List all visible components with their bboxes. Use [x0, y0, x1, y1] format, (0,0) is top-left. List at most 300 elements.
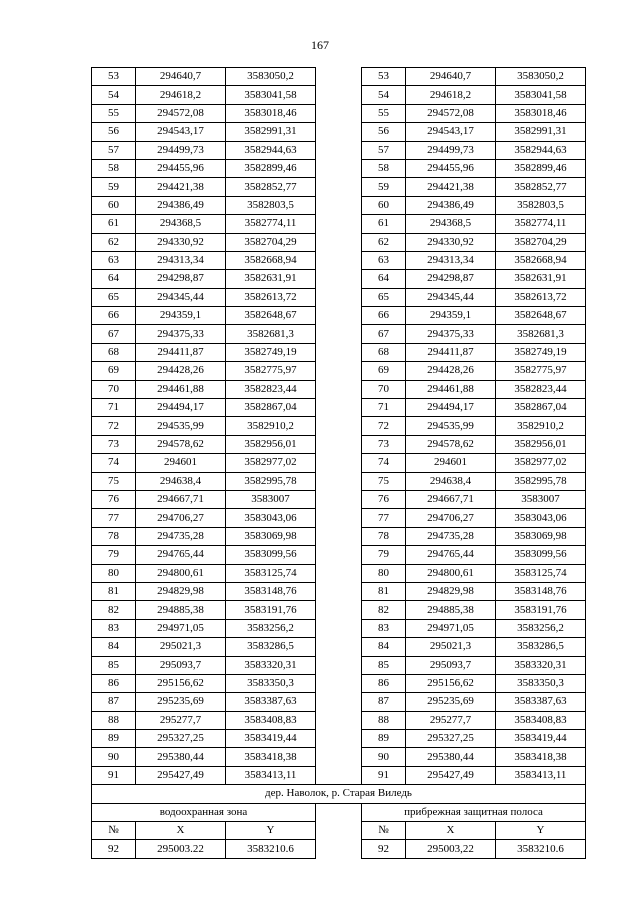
left-row-y: 3582944,63 — [226, 141, 316, 159]
left-row-y: 3583387,63 — [226, 693, 316, 711]
right-row-y: 3583419,44 — [496, 730, 586, 748]
left-row-x: 294499,73 — [136, 141, 226, 159]
gap-cell — [316, 86, 362, 104]
table-row — [92, 343, 586, 361]
table-row — [92, 215, 586, 233]
right-col-x-header: X — [406, 822, 496, 840]
right-row-x: 294455,96 — [406, 159, 496, 177]
right-col-y-header: Y — [496, 822, 586, 840]
left-row-y: 3582803,5 — [226, 196, 316, 214]
right-row-x: 294313,34 — [406, 251, 496, 269]
left-row-y: 3583418,38 — [226, 748, 316, 766]
right-row-num: 55 — [362, 104, 406, 122]
right-row-y: 3583041,58 — [496, 86, 586, 104]
right-row-y: 3582852,77 — [496, 178, 586, 196]
left-row-x: 294572,08 — [136, 104, 226, 122]
right-row-num: 91 — [362, 766, 406, 784]
gap-cell — [316, 68, 362, 86]
gap-cell — [316, 730, 362, 748]
left-row-num: 55 — [92, 104, 136, 122]
right-row-x: 295327,25 — [406, 730, 496, 748]
left-row-y: 3582852,77 — [226, 178, 316, 196]
right-row-y: 3583191,76 — [496, 601, 586, 619]
gap-cell — [316, 472, 362, 490]
left-row-x: 294330,92 — [136, 233, 226, 251]
right-row-y: 3582991,31 — [496, 123, 586, 141]
table-row — [92, 435, 586, 453]
table-row — [92, 509, 586, 527]
right-row-num: 72 — [362, 417, 406, 435]
gap-cell — [316, 325, 362, 343]
gap-cell — [316, 215, 362, 233]
right-row-x: 294330,92 — [406, 233, 496, 251]
table-row — [92, 546, 586, 564]
left-row-num: 89 — [92, 730, 136, 748]
right-row-x: 295093,7 — [406, 656, 496, 674]
right-row-x: 294359,1 — [406, 307, 496, 325]
left-row-x: 294800,61 — [136, 564, 226, 582]
gap-cell — [316, 619, 362, 637]
left-row-x: 294618,2 — [136, 86, 226, 104]
gap-cell — [316, 638, 362, 656]
left-row-x: 294386,49 — [136, 196, 226, 214]
gap-cell — [316, 307, 362, 325]
left-row-y: 3583191,76 — [226, 601, 316, 619]
left-row-x: 294494,17 — [136, 399, 226, 417]
left-row-y: 3582613,72 — [226, 288, 316, 306]
left-row-num: 88 — [92, 711, 136, 729]
right-row-x: 294428,26 — [406, 362, 496, 380]
left-row-x: 294601 — [136, 454, 226, 472]
table-row — [92, 307, 586, 325]
right-row-y: 3582704,29 — [496, 233, 586, 251]
left-row-x: 294428,26 — [136, 362, 226, 380]
table-row — [92, 196, 586, 214]
left-row-x: 294735,28 — [136, 527, 226, 545]
right-row-x: 294765,44 — [406, 546, 496, 564]
right-row-num: 84 — [362, 638, 406, 656]
right-row-x: 294667,71 — [406, 490, 496, 508]
right-row-y: 3583408,83 — [496, 711, 586, 729]
left-row-x: 295021,3 — [136, 638, 226, 656]
right-row-y: 3582823,44 — [496, 380, 586, 398]
table-row — [92, 178, 586, 196]
left-row-num: 91 — [92, 766, 136, 784]
right-row-num: 60 — [362, 196, 406, 214]
right-row-y: 3583125,74 — [496, 564, 586, 582]
left-row-num: 80 — [92, 564, 136, 582]
gap-cell — [316, 380, 362, 398]
right-row-x: 295380,44 — [406, 748, 496, 766]
table-row — [92, 619, 586, 637]
left-row-y: 3582668,94 — [226, 251, 316, 269]
left-row-y: 3583125,74 — [226, 564, 316, 582]
right-row-x: 295235,69 — [406, 693, 496, 711]
left-row-x: 294375,33 — [136, 325, 226, 343]
right-row-num: 89 — [362, 730, 406, 748]
right-row-num: 63 — [362, 251, 406, 269]
left-row-y: 3582956,01 — [226, 435, 316, 453]
gap-cell — [316, 196, 362, 214]
right-row-num: 90 — [362, 748, 406, 766]
left-row-num: 58 — [92, 159, 136, 177]
right-row-x: 294829,98 — [406, 582, 496, 600]
table-row — [92, 288, 586, 306]
right-row-x: 294618,2 — [406, 86, 496, 104]
left-row-x: 295427,49 — [136, 766, 226, 784]
left-row-num: 68 — [92, 343, 136, 361]
left-row-num: 66 — [92, 307, 136, 325]
right-row-num: 86 — [362, 674, 406, 692]
gap-cell — [316, 490, 362, 508]
right-row-x: 294421,38 — [406, 178, 496, 196]
right-row-y: 3583018,46 — [496, 104, 586, 122]
gap-cell — [316, 251, 362, 269]
left-row-y: 3582823,44 — [226, 380, 316, 398]
gap-cell — [316, 362, 362, 380]
left-row-y: 3582867,04 — [226, 399, 316, 417]
section-title: дер. Наволок, р. Старая Виледь — [92, 785, 586, 803]
gap-cell — [316, 270, 362, 288]
right-row-x: 294543,17 — [406, 123, 496, 141]
right-row-x: 295277,7 — [406, 711, 496, 729]
right-row-y: 3582956,01 — [496, 435, 586, 453]
table-row — [92, 454, 586, 472]
right-row-num: 58 — [362, 159, 406, 177]
left-row-y: 3582995,78 — [226, 472, 316, 490]
right-row-num: 80 — [362, 564, 406, 582]
left-row-x: 294461,88 — [136, 380, 226, 398]
left-row-y: 3582631,91 — [226, 270, 316, 288]
left-row-num: 87 — [92, 693, 136, 711]
left-col-y-header: Y — [226, 822, 316, 840]
gap-cell — [316, 141, 362, 159]
table-row — [92, 656, 586, 674]
gap-cell — [316, 766, 362, 784]
left-row-x: 294298,87 — [136, 270, 226, 288]
table-row — [92, 601, 586, 619]
gap-cell — [316, 178, 362, 196]
section-block — [92, 785, 586, 859]
left-row-num: 63 — [92, 251, 136, 269]
right-row-y: 3582977,02 — [496, 454, 586, 472]
left-row-x: 294638,4 — [136, 472, 226, 490]
right-row-num: 56 — [362, 123, 406, 141]
right-col-num-header: № — [362, 822, 406, 840]
right-row-num: 66 — [362, 307, 406, 325]
left-row-x: 294885,38 — [136, 601, 226, 619]
left-row-x: 294640,7 — [136, 68, 226, 86]
right-row-num: 73 — [362, 435, 406, 453]
left-row-x: 294359,1 — [136, 307, 226, 325]
right-row-x: 294572,08 — [406, 104, 496, 122]
left-row-y: 3583286,5 — [226, 638, 316, 656]
left-row-y: 3582977,02 — [226, 454, 316, 472]
gap-cell — [316, 656, 362, 674]
right-row-num: 64 — [362, 270, 406, 288]
left-row-num: 75 — [92, 472, 136, 490]
gap-cell — [316, 564, 362, 582]
right-row-x: 294971,05 — [406, 619, 496, 637]
right-row-y: 3582775,97 — [496, 362, 586, 380]
right-row-num: 54 — [362, 86, 406, 104]
right-row-y: 3582648,67 — [496, 307, 586, 325]
left-row-x: 295003.22 — [136, 840, 226, 858]
left-row-y: 3583007 — [226, 490, 316, 508]
left-row-num: 62 — [92, 233, 136, 251]
left-row-y: 3582910,2 — [226, 417, 316, 435]
left-row-num: 86 — [92, 674, 136, 692]
right-row-num: 62 — [362, 233, 406, 251]
table-row — [92, 674, 586, 692]
left-row-y: 3583413,11 — [226, 766, 316, 784]
left-row-x: 294578,62 — [136, 435, 226, 453]
right-row-x: 295156,62 — [406, 674, 496, 692]
left-row-num: 74 — [92, 454, 136, 472]
left-row-x: 294368,5 — [136, 215, 226, 233]
right-row-y: 3583099,56 — [496, 546, 586, 564]
gap-cell — [316, 435, 362, 453]
right-row-x: 294885,38 — [406, 601, 496, 619]
table-row — [92, 527, 586, 545]
right-row-num: 57 — [362, 141, 406, 159]
left-row-num: 85 — [92, 656, 136, 674]
left-col-x-header: X — [136, 822, 226, 840]
left-row-num: 77 — [92, 509, 136, 527]
left-row-x: 295380,44 — [136, 748, 226, 766]
table-row — [92, 399, 586, 417]
gap-cell — [316, 399, 362, 417]
left-row-num: 54 — [92, 86, 136, 104]
gap-cell — [316, 233, 362, 251]
right-row-num: 75 — [362, 472, 406, 490]
right-row-y: 3583210.6 — [496, 840, 586, 858]
table-row — [92, 68, 586, 86]
gap-cell — [316, 711, 362, 729]
left-row-x: 294455,96 — [136, 159, 226, 177]
right-row-y: 3583050,2 — [496, 68, 586, 86]
left-row-x: 294543,17 — [136, 123, 226, 141]
right-row-y: 3583350,3 — [496, 674, 586, 692]
left-row-y: 3583256,2 — [226, 619, 316, 637]
right-row-x: 295427,49 — [406, 766, 496, 784]
right-row-y: 3582749,19 — [496, 343, 586, 361]
left-row-y: 3582749,19 — [226, 343, 316, 361]
right-row-num: 71 — [362, 399, 406, 417]
right-row-x: 294800,61 — [406, 564, 496, 582]
right-row-x: 294638,4 — [406, 472, 496, 490]
right-row-y: 3583418,38 — [496, 748, 586, 766]
left-row-y: 3583408,83 — [226, 711, 316, 729]
left-row-x: 295327,25 — [136, 730, 226, 748]
right-row-y: 3583043,06 — [496, 509, 586, 527]
right-row-num: 70 — [362, 380, 406, 398]
left-row-num: 72 — [92, 417, 136, 435]
right-row-y: 3582867,04 — [496, 399, 586, 417]
left-row-x: 295235,69 — [136, 693, 226, 711]
right-row-num: 69 — [362, 362, 406, 380]
right-row-y: 3583148,76 — [496, 582, 586, 600]
left-row-y: 3583210.6 — [226, 840, 316, 858]
right-row-y: 3583286,5 — [496, 638, 586, 656]
left-row-y: 3582899,46 — [226, 159, 316, 177]
left-row-num: 90 — [92, 748, 136, 766]
gap-cell — [316, 123, 362, 141]
right-row-num: 59 — [362, 178, 406, 196]
left-row-num: 82 — [92, 601, 136, 619]
left-row-y: 3583050,2 — [226, 68, 316, 86]
left-row-num: 70 — [92, 380, 136, 398]
table-row — [92, 472, 586, 490]
table-row — [92, 582, 586, 600]
right-row-num: 81 — [362, 582, 406, 600]
left-row-num: 81 — [92, 582, 136, 600]
gap-cell — [316, 803, 362, 821]
left-row-y: 3582648,67 — [226, 307, 316, 325]
table-row — [92, 417, 586, 435]
left-row-num: 78 — [92, 527, 136, 545]
left-row-y: 3583419,44 — [226, 730, 316, 748]
right-row-num: 82 — [362, 601, 406, 619]
gap-cell — [316, 840, 362, 858]
left-row-x: 294667,71 — [136, 490, 226, 508]
right-row-num: 67 — [362, 325, 406, 343]
right-row-x: 294535,99 — [406, 417, 496, 435]
table-row — [92, 693, 586, 711]
right-row-y: 3583256,2 — [496, 619, 586, 637]
gap-cell — [316, 527, 362, 545]
left-row-x: 295156,62 — [136, 674, 226, 692]
left-row-x: 294411,87 — [136, 343, 226, 361]
right-row-num: 65 — [362, 288, 406, 306]
gap-cell — [316, 288, 362, 306]
left-row-y: 3582704,29 — [226, 233, 316, 251]
left-heading: водоохранная зона — [92, 803, 316, 821]
right-heading: прибрежная защитная полоса — [362, 803, 586, 821]
gap-cell — [316, 601, 362, 619]
left-row-y: 3582681,3 — [226, 325, 316, 343]
right-row-x: 294601 — [406, 454, 496, 472]
gap-cell — [316, 582, 362, 600]
left-row-num: 64 — [92, 270, 136, 288]
table-row — [92, 86, 586, 104]
right-row-x: 294386,49 — [406, 196, 496, 214]
left-row-num: 69 — [92, 362, 136, 380]
left-row-x: 295277,7 — [136, 711, 226, 729]
table-row — [92, 711, 586, 729]
right-row-x: 294345,44 — [406, 288, 496, 306]
right-row-num: 76 — [362, 490, 406, 508]
right-row-y: 3583387,63 — [496, 693, 586, 711]
coordinates-rows — [92, 68, 586, 785]
table-row — [92, 141, 586, 159]
gap-cell — [316, 509, 362, 527]
right-row-num: 87 — [362, 693, 406, 711]
right-row-x: 294298,87 — [406, 270, 496, 288]
right-row-y: 3583413,11 — [496, 766, 586, 784]
coordinates-table — [91, 67, 586, 859]
gap-cell — [316, 454, 362, 472]
left-row-y: 3583099,56 — [226, 546, 316, 564]
left-row-y: 3583069,98 — [226, 527, 316, 545]
right-row-num: 77 — [362, 509, 406, 527]
left-row-y: 3583320,31 — [226, 656, 316, 674]
left-row-num: 56 — [92, 123, 136, 141]
right-row-y: 3582631,91 — [496, 270, 586, 288]
right-row-y: 3582774,11 — [496, 215, 586, 233]
left-row-x: 294313,34 — [136, 251, 226, 269]
gap-cell — [316, 417, 362, 435]
right-row-y: 3582910,2 — [496, 417, 586, 435]
left-row-y: 3583041,58 — [226, 86, 316, 104]
table-row — [92, 251, 586, 269]
right-row-num: 92 — [362, 840, 406, 858]
left-row-x: 294829,98 — [136, 582, 226, 600]
left-row-y: 3582775,97 — [226, 362, 316, 380]
left-col-num-header: № — [92, 822, 136, 840]
table-row — [92, 123, 586, 141]
right-row-num: 78 — [362, 527, 406, 545]
right-row-num: 79 — [362, 546, 406, 564]
right-row-num: 74 — [362, 454, 406, 472]
table-row — [92, 325, 586, 343]
gap-cell — [316, 748, 362, 766]
table-row — [92, 362, 586, 380]
table-row — [92, 104, 586, 122]
gap-cell — [316, 104, 362, 122]
left-row-num: 92 — [92, 840, 136, 858]
left-row-num: 76 — [92, 490, 136, 508]
table-row — [92, 233, 586, 251]
right-row-y: 3583069,98 — [496, 527, 586, 545]
right-row-y: 3583007 — [496, 490, 586, 508]
right-row-x: 294735,28 — [406, 527, 496, 545]
gap-cell — [316, 546, 362, 564]
left-row-x: 294971,05 — [136, 619, 226, 637]
table-row — [92, 766, 586, 784]
right-row-y: 3582668,94 — [496, 251, 586, 269]
left-row-num: 73 — [92, 435, 136, 453]
table-row — [92, 748, 586, 766]
gap-cell — [316, 159, 362, 177]
right-row-num: 53 — [362, 68, 406, 86]
right-row-x: 295021,3 — [406, 638, 496, 656]
left-row-x: 294421,38 — [136, 178, 226, 196]
table-row — [92, 564, 586, 582]
left-row-x: 294765,44 — [136, 546, 226, 564]
right-row-x: 294706,27 — [406, 509, 496, 527]
gap-cell — [316, 693, 362, 711]
right-row-x: 294368,5 — [406, 215, 496, 233]
left-row-x: 294345,44 — [136, 288, 226, 306]
right-row-x: 295003,22 — [406, 840, 496, 858]
right-row-num: 88 — [362, 711, 406, 729]
gap-cell — [316, 343, 362, 361]
left-row-num: 61 — [92, 215, 136, 233]
right-row-x: 294461,88 — [406, 380, 496, 398]
right-row-num: 85 — [362, 656, 406, 674]
left-row-num: 67 — [92, 325, 136, 343]
left-row-num: 60 — [92, 196, 136, 214]
table-row — [92, 380, 586, 398]
left-row-x: 295093,7 — [136, 656, 226, 674]
right-row-y: 3582995,78 — [496, 472, 586, 490]
table-row — [92, 270, 586, 288]
left-row-num: 71 — [92, 399, 136, 417]
right-row-y: 3582803,5 — [496, 196, 586, 214]
left-row-num: 84 — [92, 638, 136, 656]
right-row-x: 294640,7 — [406, 68, 496, 86]
